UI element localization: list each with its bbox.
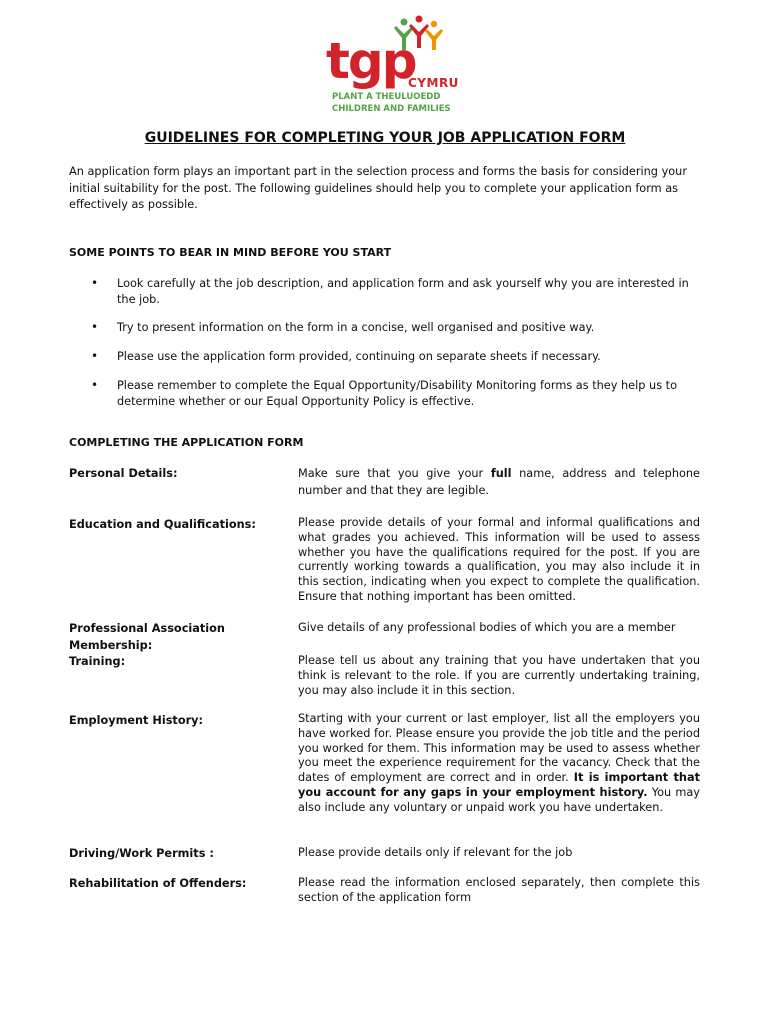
logo-subtitle-welsh: PLANT A THEULUOEDD: [332, 92, 441, 102]
field-label-professional-membership: Professional Association Membership:: [69, 622, 225, 652]
desc-text: name, address and telephone number and that they are legible.: [298, 467, 701, 497]
list-item-text: Look carefully at the job description, and application form and ask yourself why you are interested in the job.: [117, 277, 689, 306]
desc-text: Starting with your current or last employer, list all the employers you have worked for. Please ensure you provide the job title and the period you worked for them. This information may be used to assess whether you meet the experience requirement for the vacancy. Check that the dates of employment are correct and in order.: [298, 712, 700, 785]
field-desc-personal-details: [298, 466, 700, 499]
desc-emphasis: full: [490, 467, 512, 480]
section-heading-before-you-start: SOME POINTS TO BEAR IN MIND BEFORE YOU START: [69, 246, 392, 259]
field-desc-training: Please tell us about any training that you have undertaken that you think is relevant to the role. If you are currently undertaking training, you may also include it in this section.: [298, 654, 700, 697]
section-heading-completing-form: COMPLETING THE APPLICATION FORM: [69, 436, 304, 449]
field-label-employment-history: Employment History:: [69, 714, 204, 727]
bullet-icon: •: [91, 320, 99, 334]
desc-text: You may also include any voluntary or unpaid work you have undertaken.: [298, 785, 700, 814]
field-label-driving-permits: Driving/Work Permits :: [69, 847, 214, 860]
logo-wordmark: tgp: [326, 32, 416, 90]
desc-text: Make sure that you give your: [298, 467, 491, 480]
field-desc-driving-permits: Please provide details only if relevant for the job: [298, 846, 573, 859]
bullet-icon: •: [91, 276, 99, 290]
logo-subtitle-english: CHILDREN AND FAMILIES: [332, 104, 451, 114]
logo-country: CYMRU: [408, 76, 459, 90]
intro-paragraph: An application form plays an important part in the selection process and forms the basis for considering your initial suitability for the post. The following guidelines should help you to complete your application form as effectively as possible.: [69, 165, 687, 211]
tgp-cymru-logo: [326, 14, 466, 118]
field-label-education: Education and Qualifications:: [69, 518, 256, 531]
field-label-personal-details: Personal Details:: [69, 467, 178, 480]
bullet-icon: •: [91, 378, 99, 392]
desc-emphasis: It is important that you account for any gaps in your employment history.: [298, 771, 701, 799]
list-item-text: Please remember to complete the Equal Opportunity/Disability Monitoring forms as they help us to determine whether or our Equal Opportunity Policy is effective.: [117, 379, 678, 408]
list-item-text: Try to present information on the form in a concise, well organised and positive way.: [117, 321, 595, 334]
list-item-text: Please use the application form provided, continuing on separate sheets if necessary.: [117, 350, 601, 363]
field-desc-employment-history: [298, 712, 700, 816]
field-label-training: Training:: [69, 655, 126, 668]
field-desc-education: Please provide details of your formal and informal qualifications and what grades you achieved. This information will be used to assess whether you have the qualifications required for the post. If you are currently working towards a qualification, you may also include it in this section, indicating when you expect to complete the qualification. Ensure that nothing important has been omitted.: [298, 516, 700, 603]
field-desc-professional-membership: Give details of any professional bodies of which you are a member: [298, 621, 676, 634]
field-desc-rehabilitation: Please read the information enclosed separately, then complete this section of the application form: [298, 876, 700, 904]
bullet-icon: •: [91, 349, 99, 363]
field-label-rehabilitation: Rehabilitation of Offenders:: [69, 877, 247, 890]
page-title: GUIDELINES FOR COMPLETING YOUR JOB APPLICATION FORM: [144, 130, 626, 146]
